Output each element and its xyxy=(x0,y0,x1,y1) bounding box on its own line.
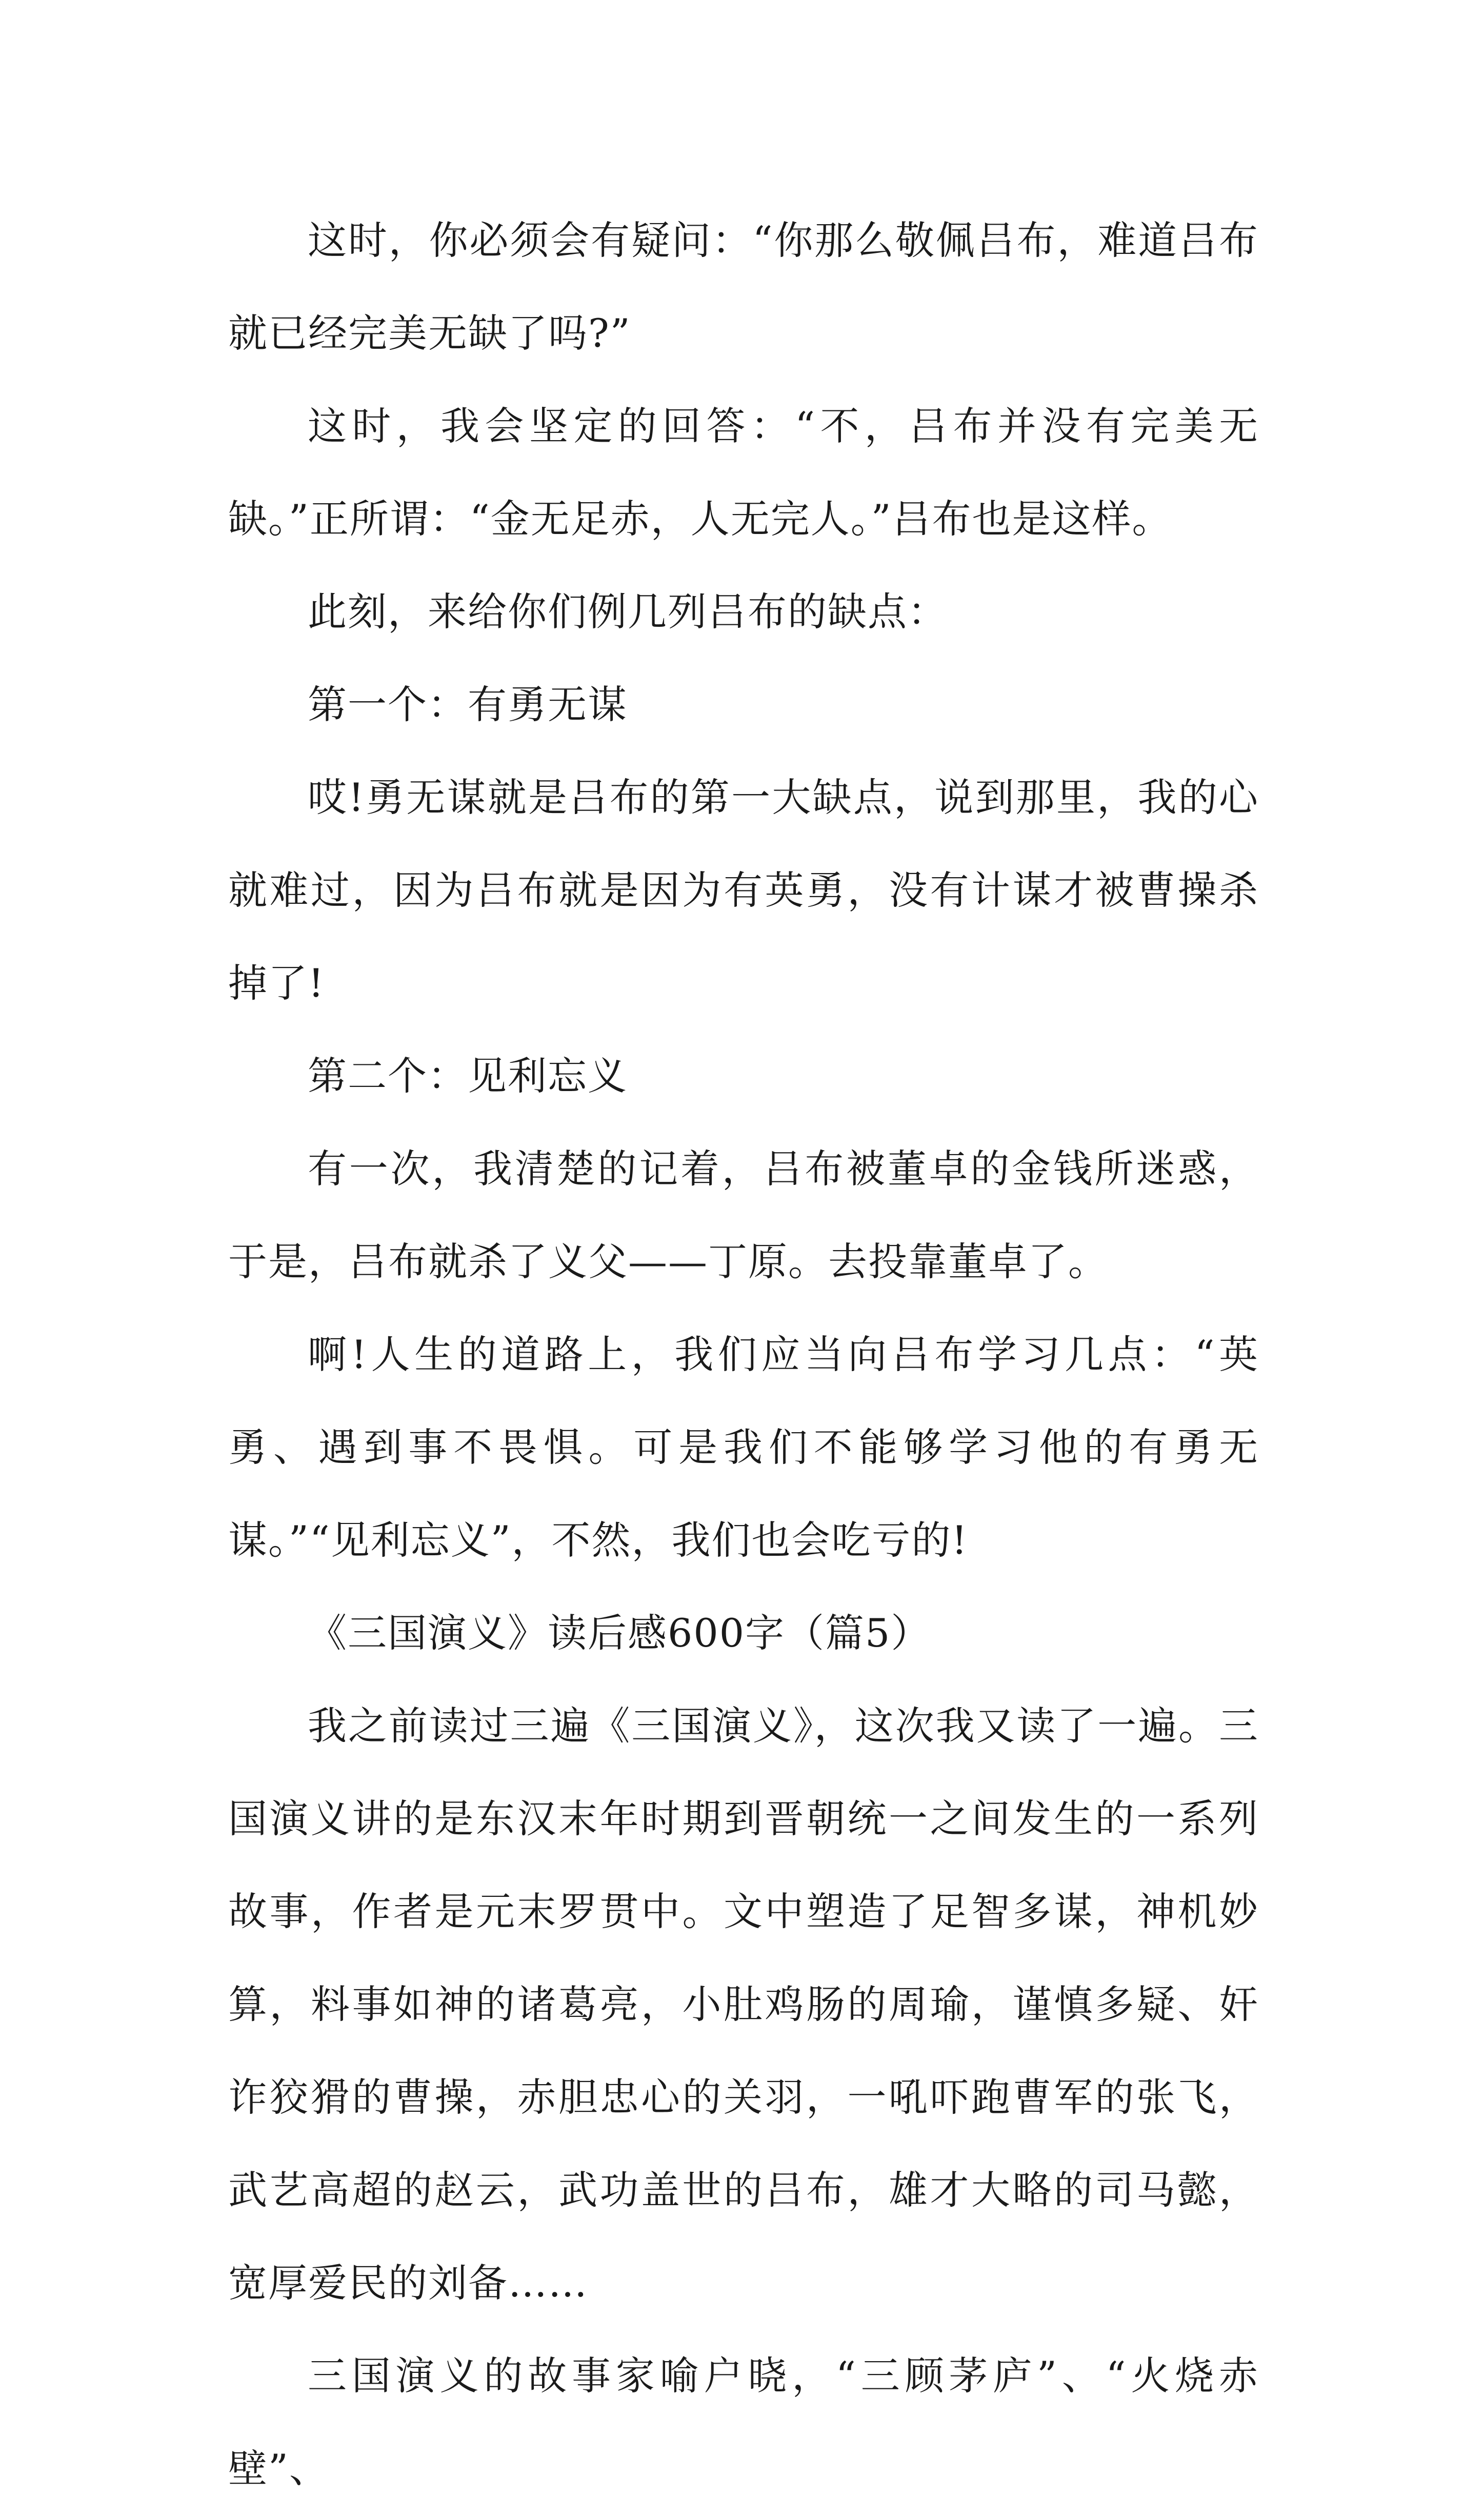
paragraph: 哎!勇无谋就是吕布的第一大缺点，说到那里，我的心就难过，因为吕布就是因为有英勇，没有计谋才被曹操杀掉了! xyxy=(228,775,1259,1006)
essay-title: 《三国演义》读后感600字（篇5） xyxy=(308,1610,931,1656)
paragraph: 此刻，来给你们例几列吕布的缺点： xyxy=(308,589,948,635)
paragraph: 这时，我会坚定的回答：“不，吕布并没有完美无缺。”正所谓：“金无足赤，人无完人。”吕布也是这样。 xyxy=(228,403,1259,542)
paragraph: 三国演义的故事家喻户晓，“三顾茅庐”、“火烧赤壁”、 xyxy=(228,2353,1259,2491)
paragraph: 我之前读过三遍《三国演义》，这次我又读了一遍。三国演义讲的是东汉末年时期到晋朝统一之间发生的一系列故事，作者是元末罗贯中。文中塑造了足智多谋，神机妙算，料事如神的诸葛亮，小肚鸡肠的周瑜，谨慎多疑、奸诈狡猾的曹操，赤胆忠心的关羽，一吼吓跑曹军的张飞，武艺高超的赵云，武功盖世的吕布，雄才大略的司马懿，宽厚爱民的刘备…… xyxy=(228,1703,1259,2306)
paragraph: 啊!人生的道路上，我们应当向吕布学习几点：“英勇、遇到事不畏惧。可是我们不能够学习他的有勇无谋。”“见利忘义”，不然，我们也会吃亏的! xyxy=(228,1332,1259,1563)
paragraph: 有一次，我清楚的记着，吕布被董卓的金钱所迷惑，于是，吕布就杀了义父——丁原。去投靠董卓了。 xyxy=(228,1146,1259,1284)
document-body xyxy=(228,194,1259,2515)
paragraph: 这时，你必须会有疑问：“你那么敬佩吕布，难道吕布就已经完美无缺了吗?” xyxy=(228,217,1259,356)
section-item-heading: 第一个：有勇无谋 xyxy=(308,682,628,727)
section-item-heading: 第二个：见利忘义 xyxy=(308,1053,628,1099)
